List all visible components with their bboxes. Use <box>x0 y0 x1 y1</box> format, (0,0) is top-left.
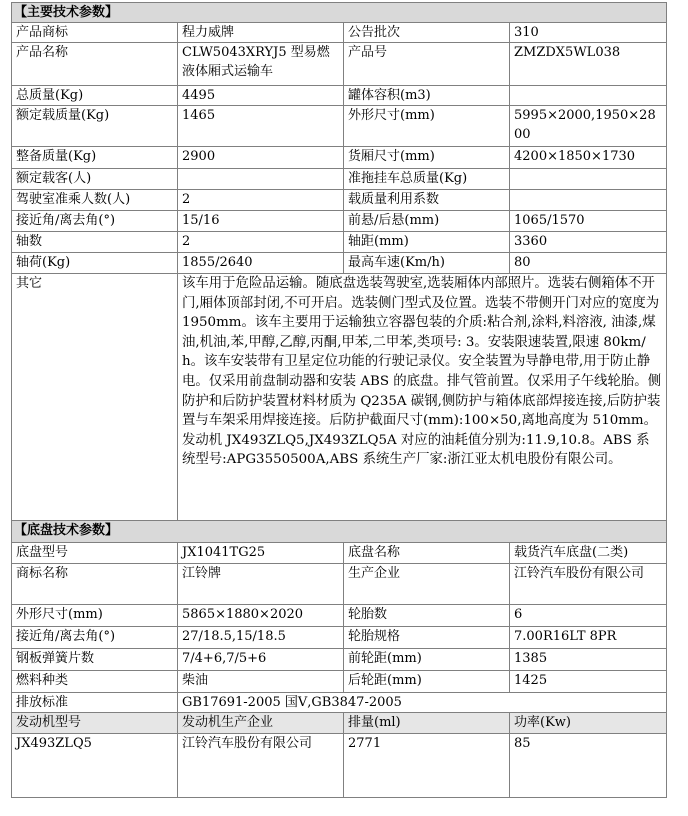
field-value: 程力威牌 <box>178 23 344 43</box>
table-row <box>12 43 667 86</box>
field-value: 2 <box>178 232 344 253</box>
field-label: 产品商标 <box>12 23 178 43</box>
field-label: 外形尺寸(mm) <box>344 106 510 147</box>
table-row <box>12 671 667 693</box>
engine-header-model: 发动机型号 <box>12 713 178 734</box>
field-label: 前轮距(mm) <box>344 649 510 671</box>
emission-row <box>12 693 667 713</box>
field-value: 载货汽车底盘(二类) <box>510 543 667 564</box>
field-label: 燃料种类 <box>12 671 178 693</box>
table-row <box>12 627 667 649</box>
field-label: 轴距(mm) <box>344 232 510 253</box>
field-value: CLW5043XRYJ5 型易燃液体厢式运输车 <box>178 43 344 86</box>
engine-header-displacement: 排量(ml) <box>344 713 510 734</box>
other-label: 其它 <box>12 274 178 521</box>
field-value: 3360 <box>510 232 667 253</box>
field-value: 27/18.5,15/18.5 <box>178 627 344 649</box>
table-row <box>12 543 667 564</box>
table-row <box>12 211 667 232</box>
field-label: 轴数 <box>12 232 178 253</box>
field-label: 商标名称 <box>12 564 178 605</box>
field-label: 接近角/离去角(°) <box>12 627 178 649</box>
engine-data-row <box>12 734 667 798</box>
field-label: 钢板弹簧片数 <box>12 649 178 671</box>
field-label: 最高车速(Km/h) <box>344 253 510 274</box>
field-label: 生产企业 <box>344 564 510 605</box>
engine-maker: 江铃汽车股份有限公司 <box>178 734 344 798</box>
engine-header-row <box>12 713 667 734</box>
field-value: 7/4+6,7/5+6 <box>178 649 344 671</box>
field-value: 柴油 <box>178 671 344 693</box>
field-value <box>510 169 667 190</box>
field-value <box>510 190 667 211</box>
table-row <box>12 23 667 43</box>
field-label: 驾驶室准乘人数(人) <box>12 190 178 211</box>
field-value: 江铃牌 <box>178 564 344 605</box>
field-label: 总质量(Kg) <box>12 86 178 106</box>
field-value: 7.00R16LT 8PR <box>510 627 667 649</box>
field-label: 产品号 <box>344 43 510 86</box>
table-row <box>12 169 667 190</box>
chassis-section-header <box>12 521 667 543</box>
table-row <box>12 106 667 147</box>
main-section-title: 【主要技术参数】 <box>12 3 667 23</box>
field-value: 1425 <box>510 671 667 693</box>
field-label: 额定载客(人) <box>12 169 178 190</box>
table-row <box>12 564 667 605</box>
table-row <box>12 232 667 253</box>
emission-value: GB17691-2005 国Ⅴ,GB3847-2005 <box>178 693 667 713</box>
field-value: ZMZDX5WL038 <box>510 43 667 86</box>
field-value: JX1041TG25 <box>178 543 344 564</box>
field-value: 1065/1570 <box>510 211 667 232</box>
field-label: 接近角/离去角(°) <box>12 211 178 232</box>
field-value: 1855/2640 <box>178 253 344 274</box>
field-value: 4200×1850×1730 <box>510 147 667 169</box>
field-value <box>510 86 667 106</box>
table-row <box>12 605 667 627</box>
field-label: 公告批次 <box>344 23 510 43</box>
table-row <box>12 253 667 274</box>
field-value: 4495 <box>178 86 344 106</box>
field-label: 轮胎规格 <box>344 627 510 649</box>
engine-header-maker: 发动机生产企业 <box>178 713 344 734</box>
table-row <box>12 147 667 169</box>
spec-table <box>11 2 667 798</box>
field-label: 货厢尺寸(mm) <box>344 147 510 169</box>
engine-header-power: 功率(Kw) <box>510 713 667 734</box>
field-value: 江铃汽车股份有限公司 <box>510 564 667 605</box>
field-label: 产品名称 <box>12 43 178 86</box>
other-notes-row <box>12 274 667 521</box>
engine-displacement: 2771 <box>344 734 510 798</box>
field-value: 2900 <box>178 147 344 169</box>
table-row <box>12 86 667 106</box>
main-section-header <box>12 3 667 23</box>
field-label: 前悬/后悬(mm) <box>344 211 510 232</box>
field-value: 5865×1880×2020 <box>178 605 344 627</box>
field-value: 5995×2000,1950×2800 <box>510 106 667 147</box>
field-value: 1465 <box>178 106 344 147</box>
other-notes-text: 该车用于危险品运输。随底盘选装驾驶室,选装厢体内部照片。选装右侧箱体不开门,厢体顶部封闭,不可开启。选装侧门型式及位置。选装不带侧开门对应的宽度为 1950mm。该车主要用于运输独立容器包装的介质:粘合剂,涂料,料溶液, 油漆,煤油,机油,苯,甲醇,乙醇,丙酮,甲苯,二甲苯,类项号: 3。安装限速装置,限速 80km/h。该车安装带有卫星定位功能的行驶记录仪。安全装置为导静电带,用于防止静电。仅采用前盘制动器和安装 ABS 的底盘。排气管前置。仅采用子午线轮胎。侧防护和后防护装置材料材质为 Q235A 碳钢,侧防护与箱体底部焊接连接,后防护装置与车架采用焊接连接。后防护截面尺寸(mm):100×50,离地高度为 510mm。发动机 JX493ZLQ5,JX493ZLQ5A 对应的油耗值分别为:11.9,10.8。ABS 系统型号:APG3550500A,ABS 系统生产厂家:浙江亚太机电股份有限公司。 <box>178 274 667 521</box>
table-row <box>12 190 667 211</box>
field-value: 1385 <box>510 649 667 671</box>
engine-model: JX493ZLQ5 <box>12 734 178 798</box>
field-value: 80 <box>510 253 667 274</box>
field-value: 310 <box>510 23 667 43</box>
field-label: 罐体容积(m3) <box>344 86 510 106</box>
emission-label: 排放标准 <box>12 693 178 713</box>
field-label: 准拖挂车总质量(Kg) <box>344 169 510 190</box>
engine-power: 85 <box>510 734 667 798</box>
field-label: 底盘型号 <box>12 543 178 564</box>
field-value: 6 <box>510 605 667 627</box>
field-label: 底盘名称 <box>344 543 510 564</box>
field-label: 轴荷(Kg) <box>12 253 178 274</box>
field-label: 额定载质量(Kg) <box>12 106 178 147</box>
spec-sheet <box>11 2 666 798</box>
field-label: 轮胎数 <box>344 605 510 627</box>
field-label: 外形尺寸(mm) <box>12 605 178 627</box>
table-row <box>12 649 667 671</box>
field-label: 后轮距(mm) <box>344 671 510 693</box>
field-value <box>178 169 344 190</box>
field-value: 15/16 <box>178 211 344 232</box>
field-label: 载质量利用系数 <box>344 190 510 211</box>
field-value: 2 <box>178 190 344 211</box>
chassis-section-title: 【底盘技术参数】 <box>12 521 667 543</box>
field-label: 整备质量(Kg) <box>12 147 178 169</box>
